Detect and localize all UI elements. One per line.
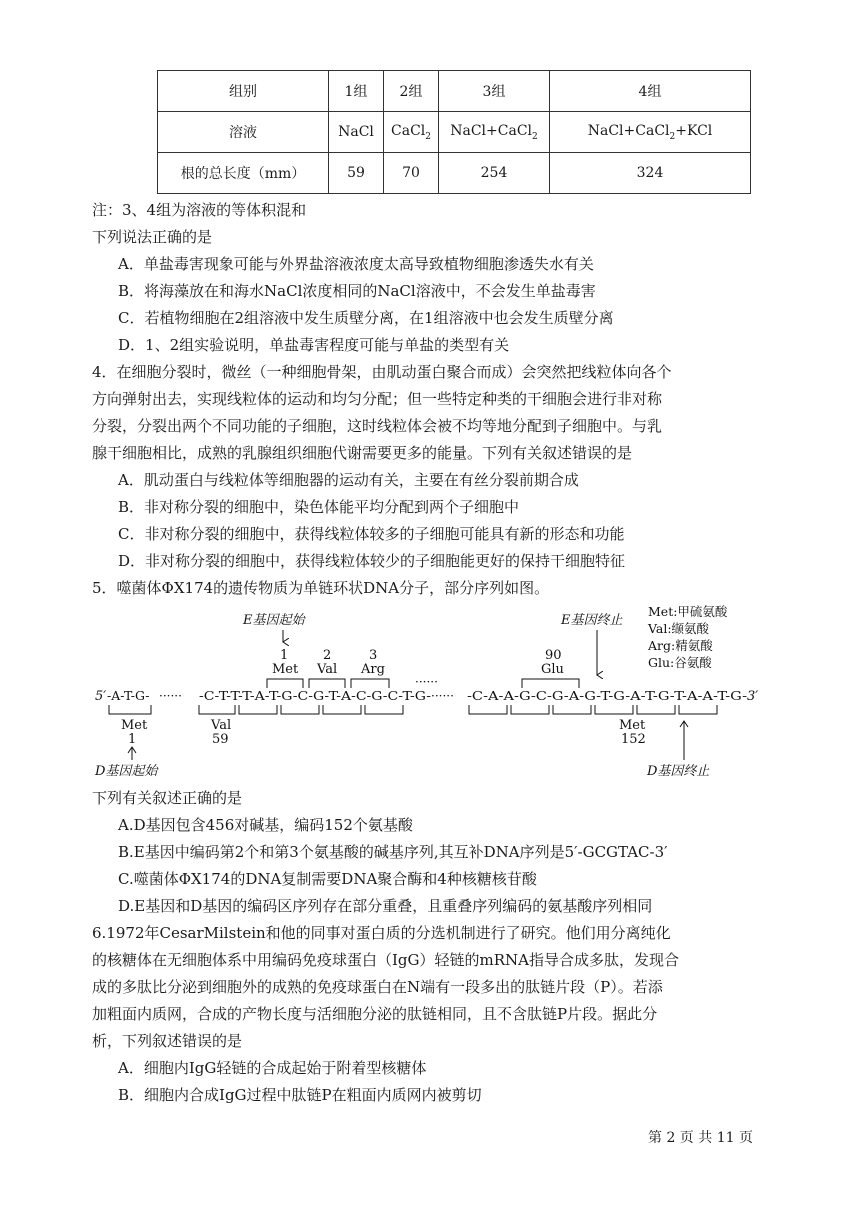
q4-stem-line: 腺干细胞相比，成熟的乳腺组织细胞代谢需要更多的能量。下列有关叙述错误的是 [92, 444, 633, 462]
top-aa: Glu [541, 662, 564, 677]
bot-aa: Val [211, 718, 232, 733]
table-cell: 3组 [439, 71, 550, 112]
table-cell: 4组 [550, 71, 751, 112]
table-cell: 溶液 [158, 112, 329, 153]
top-num: 3 [369, 648, 378, 663]
q6-stem-line: 析，下列叙述错误的是 [92, 1032, 243, 1050]
q4-stem-line: 4．在细胞分裂时，微丝（一种细胞骨架，由肌动蛋白聚合而成）会突然把线粒体向各个 [92, 363, 672, 381]
q5-option-a: A.D基因包含456对碱基，编码152个氨基酸 [118, 816, 413, 834]
top-aa: Arg [361, 662, 385, 677]
q3-stem: 下列说法正确的是 [92, 228, 213, 246]
gene-sequence-diagram [95, 602, 757, 780]
page-footer: 第 2 页 共 11 页 [648, 1130, 753, 1146]
table-cell: 根的总长度（mm） [158, 153, 329, 194]
q3-option-c: C．若植物细胞在2组溶液中发生质壁分离，在1组溶液中也会发生质壁分离 [118, 309, 614, 327]
dots: ······ [159, 689, 182, 703]
q3-option-d: D．1、2组实验说明，单盐毒害程度可能与单盐的类型有关 [118, 336, 510, 354]
bot-aa: Met [121, 718, 148, 733]
top-aa: Val [317, 662, 338, 677]
codon-bracket [109, 705, 151, 714]
d-start-label: D基因起始 [95, 764, 158, 779]
q3-option-a: A．单盐毒害现象可能与外界盐溶液浓度太高导致植物细胞渗透失水有关 [118, 255, 594, 273]
legend-item: Arg:精氨酸 [648, 638, 713, 653]
q4-option-b: B．非对称分裂的细胞中，染色体能平均分配到两个子细胞中 [118, 498, 520, 516]
seq-segment: -C-A-A-G-C-G-A-G-T-G-A-T-G-T-A-A-T-G- [467, 688, 747, 703]
top-num: 90 [545, 648, 562, 663]
codon-bracket [267, 679, 303, 688]
table-row [158, 112, 751, 153]
table-cell: 59 [329, 153, 384, 194]
table-cell: 1组 [329, 71, 384, 112]
q5-stem2: 下列有关叙述正确的是 [92, 789, 243, 807]
codon-bracket [323, 705, 361, 714]
legend-item: Glu:谷氨酸 [648, 655, 712, 670]
table-cell: CaCl$_2$ [384, 112, 439, 153]
q3-option-b: B．将海藻放在和海水NaCl浓度相同的NaCl溶液中，不会发生单盐毒害 [118, 282, 596, 300]
q5-stem: 5．噬菌体ΦX174的遗传物质为单链环状DNA分子，部分序列如图。 [92, 579, 550, 597]
codon-bracket [511, 705, 549, 714]
table-row [158, 153, 751, 194]
table-cell: NaCl+CaCl$_2$+KCl [550, 112, 751, 153]
top-aa: Met [272, 662, 299, 677]
q6-option-b: B．细胞内合成IgG过程中肽链P在粗面内质网内被剪切 [118, 1086, 482, 1104]
bot-num: 152 [621, 732, 646, 747]
table-cell: 70 [384, 153, 439, 194]
table-cell: 254 [439, 153, 550, 194]
table-cell: 组别 [158, 71, 329, 112]
q6-option-a: A．细胞内IgG轻链的合成起始于附着型核糖体 [118, 1059, 427, 1077]
q4-stem-line: 方向弹射出去，实现线粒体的运动和均匀分配；但一些特定种类的干细胞会进行非对称 [92, 390, 663, 408]
d-end-label: D基因终止 [647, 764, 710, 779]
q5-option-c: C.噬菌体ΦX174的DNA复制需要DNA聚合酶和4种核糖核苷酸 [118, 870, 537, 888]
q6-stem-line: 加粗面内质网，合成的产物长度与活细胞分泌的肽链相同，且不含肽链P片段。据此分 [92, 1005, 658, 1023]
codon-bracket [281, 705, 319, 714]
bot-num: 1 [128, 732, 137, 747]
codon-bracket [553, 705, 591, 714]
q6-stem-line: 成的多肽比分泌到细胞外的成熟的免疫球蛋白在N端有一段多出的肽链片段（P）。若添 [92, 978, 663, 996]
q5-option-b: B.E基因中编码第2个和第3个氨基酸的碱基序列,其互补DNA序列是5′-GCGTAC-3′ [118, 843, 668, 861]
e-end-label: E基因终止 [561, 613, 623, 628]
table-row [158, 71, 751, 112]
dots: ······ [415, 675, 438, 689]
seq-5-end: 5′ [95, 689, 107, 704]
q6-stem-line: 的核糖体在无细胞体系中用编码免疫球蛋白（IgG）轻链的mRNA指导合成多肽，发现合 [92, 951, 679, 969]
table-cell: NaCl+CaCl$_2$ [439, 112, 550, 153]
seq-segment: -C-T-T-T-A-T-G-C-G-T-A-C-G-C-T-G- [199, 688, 431, 703]
codon-bracket [351, 679, 389, 688]
codon-bracket [239, 705, 277, 714]
q4-stem-line: 分裂，分裂出两个不同功能的子细胞，这时线粒体会被不均等地分配到子细胞中。与乳 [92, 417, 663, 435]
q6-stem-line: 6.1972年CesarMilstein和他的同事对蛋白质的分选机制进行了研究。他们用分离纯化 [92, 924, 671, 942]
seq-segment: -A-T-G- [107, 688, 150, 703]
top-num: 1 [280, 648, 289, 663]
bot-aa: Met [619, 718, 646, 733]
top-num: 2 [323, 648, 332, 663]
seq-3-end: 3′ [747, 689, 759, 704]
codon-bracket [522, 679, 579, 688]
codon-bracket [199, 705, 235, 714]
legend-item: Val:缬氨酸 [648, 621, 710, 636]
q4-option-d: D．非对称分裂的细胞中，获得线粒体较少的子细胞能更好的保持干细胞特征 [118, 552, 626, 570]
codon-bracket [679, 705, 717, 714]
legend-item: Met:甲硫氨酸 [648, 604, 728, 619]
q4-option-c: C．非对称分裂的细胞中，获得线粒体较多的子细胞可能具有新的形态和功能 [118, 525, 625, 543]
q5-option-d: D.E基因和D基因的编码区序列存在部分重叠，且重叠序列编码的氨基酸序列相同 [118, 897, 653, 915]
codon-bracket [595, 705, 633, 714]
q4-option-a: A．肌动蛋白与线粒体等细胞器的运动有关，主要在有丝分裂前期合成 [118, 471, 579, 489]
dots: ······ [431, 689, 454, 703]
codon-bracket [469, 705, 507, 714]
results-table [157, 70, 751, 194]
table-note: 注：3、4组为溶液的等体积混和 [92, 201, 307, 219]
codon-bracket [365, 705, 403, 714]
table-cell: NaCl [329, 112, 384, 153]
codon-bracket [637, 705, 675, 714]
e-start-label: E基因起始 [243, 613, 305, 628]
table-cell: 324 [550, 153, 751, 194]
bot-num: 59 [212, 732, 229, 747]
table-cell: 2组 [384, 71, 439, 112]
codon-bracket [309, 679, 345, 688]
